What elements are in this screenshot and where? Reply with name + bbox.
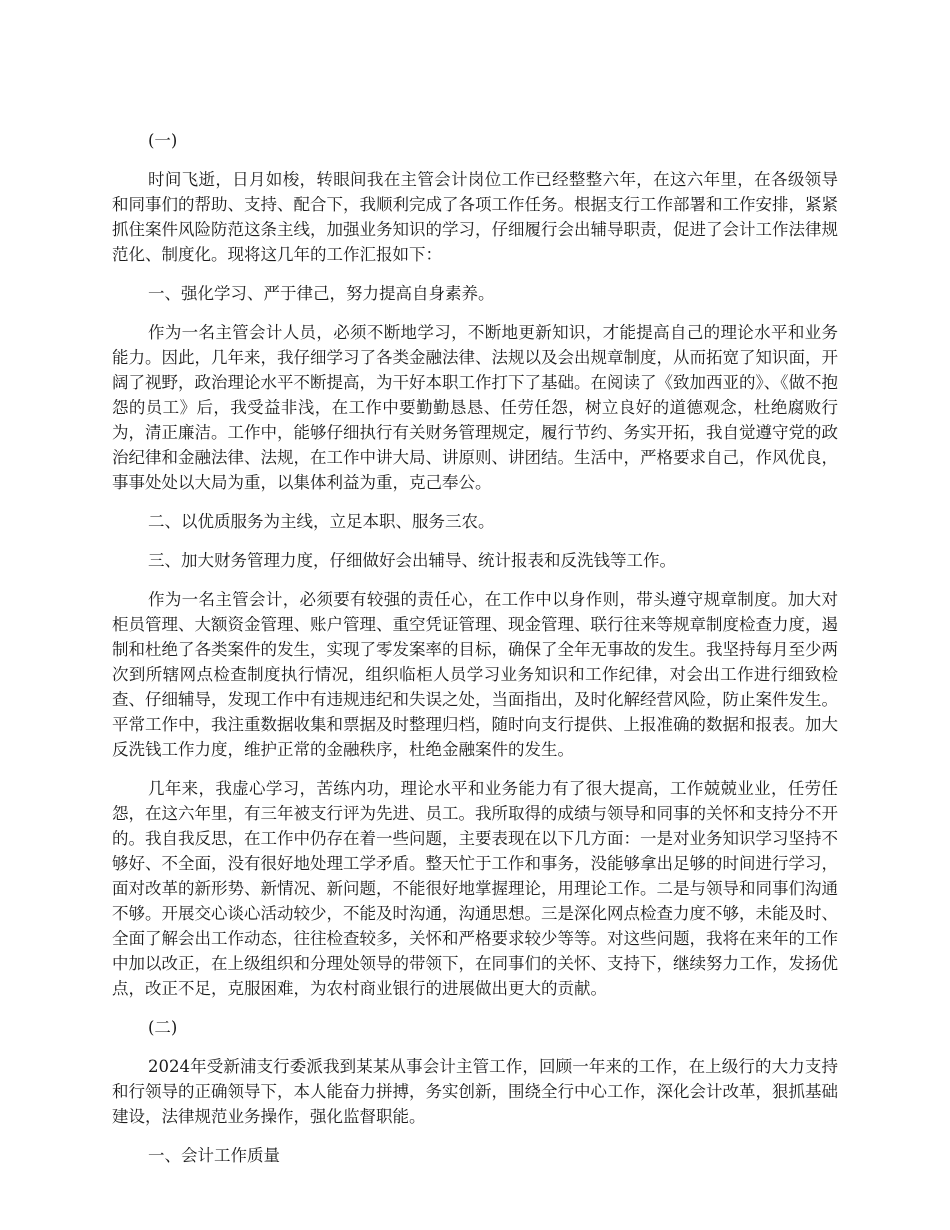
paragraph-2024: 2024年受新浦支行委派我到某某从事会计主管工作，回顾一年来的工作，在上级行的大力支持和行领导的正确领导下，本人能奋力拼搏，务实创新，围绕全行中心工作，深化会计改革，狠抓基础建设，法律规范业务操作，强化监督职能。 (112, 1057, 838, 1126)
paragraph-study: 作为一名主管会计人员，必须不断地学习，不断地更新知识，才能提高自己的理论水平和业务能力。因此，几年来，我仔细学习了各类金融法律、法规以及会出规章制度，从而拓宽了知识面，开阔了视野，政治理论水平不断提高，为干好本职工作打下了基础。在阅读了《致加西亚的》、《做不抱怨的员工》后，我受益非浅，在工作中要勤勤恳恳、任劳任怨，树立良好的道德观念，杜绝腐败行为，清正廉洁。工作中，能够仔细执行有关财务管理规定，履行节约、务实开拓，我自觉遵守党的政治纪律和金融法律、法规，在工作中讲大局、讲原则、讲团结。生活中，严格要求自己，作风优良，事事处处以大局为重，以集体利益为重，克己奉公。 (112, 323, 838, 492)
section-marker-2: (二) (148, 1018, 178, 1037)
paragraph-finance: 作为一名主管会计，必须要有较强的责任心，在工作中以身作则，带头遵守规章制度。加大对柜员管理、大额资金管理、账户管理、重空凭证管理、现金管理、联行往来等规章制度检查力度，遏制和杜绝了各类案件的发生，实现了零发案率的目标，确保了全年无事故的发生。我坚持每月至少两次到所辖网点检查制度执行情况，组织临柜人员学习业务知识和工作纪律，对会出工作进行细致检查、仔细辅导，发现工作中有违规违纪和失误之处，当面指出，及时化解经营风险，防止案件发生。平常工作中，我注重数据收集和票据及时整理归档，随时向支行提供、上报准确的数据和报表。加大反洗钱工作力度，维护正常的金融秩序，杜绝金融案件的发生。 (112, 590, 838, 759)
section-marker-1: (一) (148, 131, 178, 150)
heading-study: 一、强化学习、严于律己，努力提高自身素养。 (148, 284, 495, 303)
intro-paragraph: 时间飞逝，日月如梭，转眼间我在主管会计岗位工作已经整整六年，在这六年里，在各级领导和同事们的帮助、支持、配合下，我顺利完成了各项工作任务。根据支行工作部署和工作安排，紧紧抓住案件风险防范这条主线，加强业务知识的学习，仔细履行会出辅导职责，促进了会计工作法律规范化、制度化。现将这几年的工作汇报如下： (112, 170, 838, 264)
heading-finance: 三、加大财务管理力度，仔细做好会出辅导、统计报表和反洗钱等工作。 (148, 551, 676, 570)
heading-quality: 一、会计工作质量 (148, 1146, 280, 1165)
heading-service: 二、以优质服务为主线，立足本职、服务三农。 (148, 512, 495, 531)
paragraph-reflection: 几年来，我虚心学习，苦练内功，理论水平和业务能力有了很大提高，工作兢兢业业，任劳任怨，在这六年里，有三年被支行评为先进、员工。我所取得的成绩与领导和同事的关怀和支持分不开的。我自我反思，在工作中仍存在着一些问题，主要表现在以下几方面：一是对业务知识学习坚持不够好、不全面，没有很好地处理工学矛盾。整天忙于工作和事务，没能够拿出足够的时间进行学习，面对改革的新形势、新情况、新问题，不能很好地掌握理论，用理论工作。二是与领导和同事们沟通不够。开展交心谈心活动较少，不能及时沟通，沟通思想。三是深化网点检查力度不够，未能及时、全面了解会出工作动态，往往检查较多，关怀和严格要求较少等等。对这些问题，我将在来年的工作中加以改正，在上级组织和分理处领导的带领下，在同事们的关怀、支持下，继续努力工作，发扬优点，改正不足，克服困难，为农村商业银行的进展做出更大的贡献。 (112, 779, 838, 998)
document-body (112, 128, 838, 1182)
